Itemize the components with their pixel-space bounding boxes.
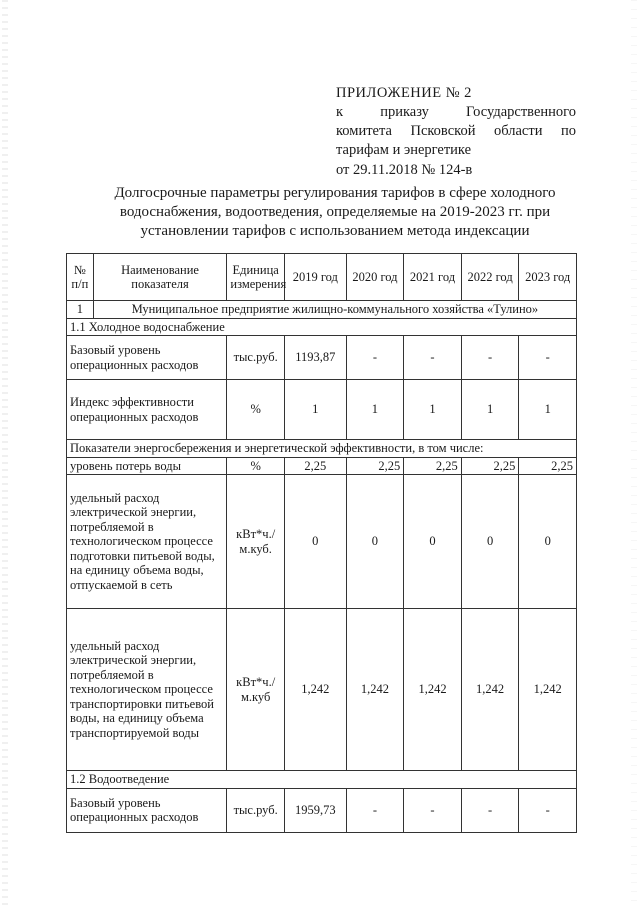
table-row-water-loss xyxy=(67,457,577,475)
water-loss-unit: % xyxy=(227,457,285,475)
header-2020: 2020 год xyxy=(346,254,404,301)
cw-base-2019: 1193,87 xyxy=(284,336,346,380)
elec-prep-2020: 0 xyxy=(346,475,404,609)
table-row-section-wastewater xyxy=(67,771,577,789)
cw-index-2021: 1 xyxy=(404,380,462,440)
elec-prep-name: удельный расход электрической энергии, потребляемой в технологическом процессе подготовки питьевой воды, на единицу объема воды, отпускаемой в сеть xyxy=(67,475,227,609)
header-2022: 2022 год xyxy=(461,254,519,301)
cw-index-2022: 1 xyxy=(461,380,519,440)
elec-trans-2021: 1,242 xyxy=(404,609,462,771)
header-name: Наименование показателя xyxy=(93,254,227,301)
cw-base-unit: тыс.руб. xyxy=(227,336,285,380)
water-loss-2021: 2,25 xyxy=(404,457,462,475)
ww-base-2022: - xyxy=(461,788,519,832)
energy-header: Показатели энергосбережения и энергетической эффективности, в том числе: xyxy=(67,440,577,458)
elec-trans-2023: 1,242 xyxy=(519,609,577,771)
heading-line-2: водоснабжения, водоотведения, определяемые на 2019-2023 гг. при xyxy=(119,204,551,220)
water-loss-2022: 2,25 xyxy=(461,457,519,475)
cw-index-name: Индекс эффективности операционных расходов xyxy=(67,380,227,440)
org-num: 1 xyxy=(67,301,94,319)
header-2023: 2023 год xyxy=(519,254,577,301)
scan-edge-right xyxy=(631,0,637,905)
ww-base-unit: тыс.руб. xyxy=(227,788,285,832)
appendix-title: ПРИЛОЖЕНИЕ № 2 xyxy=(336,85,472,101)
water-loss-2023: 2,25 xyxy=(519,457,577,475)
elec-trans-name: удельный расход электрической энергии, потребляемой в технологическом процессе транспортировки питьевой воды, на единицу объема транспортируемой воды xyxy=(67,609,227,771)
ww-base-name: Базовый уровень операционных расходов xyxy=(67,788,227,832)
table-row-cw-index xyxy=(67,380,577,440)
cw-index-2019: 1 xyxy=(284,380,346,440)
scan-edge-left xyxy=(2,0,8,905)
table-row-energy-header xyxy=(67,440,577,458)
elec-trans-unit: кВт*ч./м.куб xyxy=(227,609,285,771)
cw-index-2020: 1 xyxy=(346,380,404,440)
table-row-ww-base xyxy=(67,788,577,832)
elec-prep-2023: 0 xyxy=(519,475,577,609)
elec-prep-2019: 0 xyxy=(284,475,346,609)
parameters-table xyxy=(66,253,577,833)
cw-index-unit: % xyxy=(227,380,285,440)
heading-line-1: Долгосрочные параметры регулирования тарифов в сфере холодного xyxy=(114,185,556,201)
elec-prep-unit: кВт*ч./м.куб. xyxy=(227,475,285,609)
table-header-row xyxy=(67,254,577,301)
ww-base-2020: - xyxy=(346,788,404,832)
cw-base-2022: - xyxy=(461,336,519,380)
cw-base-name: Базовый уровень операционных расходов xyxy=(67,336,227,380)
table-row-organization xyxy=(67,301,577,319)
table-row-cw-base xyxy=(67,336,577,380)
elec-trans-2019: 1,242 xyxy=(284,609,346,771)
header-2019: 2019 год xyxy=(284,254,346,301)
appendix-line-1: к приказу Государственного xyxy=(336,104,576,120)
ww-base-2023: - xyxy=(519,788,577,832)
header-unit: Единица измерения xyxy=(227,254,285,301)
table-row-elec-preparation xyxy=(67,475,577,609)
elec-prep-2022: 0 xyxy=(461,475,519,609)
document-heading xyxy=(90,184,580,241)
table-row-elec-transport xyxy=(67,609,577,771)
ww-base-2021: - xyxy=(404,788,462,832)
section-wastewater: 1.2 Водоотведение xyxy=(67,771,577,789)
water-loss-2020: 2,25 xyxy=(346,457,404,475)
table-row-section-cold-water xyxy=(67,318,577,336)
section-cold-water: 1.1 Холодное водоснабжение xyxy=(67,318,577,336)
elec-trans-2022: 1,242 xyxy=(461,609,519,771)
cw-base-2020: - xyxy=(346,336,404,380)
cw-index-2023: 1 xyxy=(519,380,577,440)
org-name: Муниципальное предприятие жилищно-коммунального хозяйства «Тулино» xyxy=(93,301,576,319)
ww-base-2019: 1959,73 xyxy=(284,788,346,832)
cw-base-2021: - xyxy=(404,336,462,380)
cw-base-2023: - xyxy=(519,336,577,380)
header-num: № п/п xyxy=(67,254,94,301)
elec-trans-2020: 1,242 xyxy=(346,609,404,771)
header-2021: 2021 год xyxy=(404,254,462,301)
heading-line-3: установлении тарифов с использованием метода индексации xyxy=(140,223,530,239)
appendix-date: от 29.11.2018 № 124-в xyxy=(336,162,473,178)
water-loss-2019: 2,25 xyxy=(284,457,346,475)
appendix-block xyxy=(336,84,576,180)
elec-prep-2021: 0 xyxy=(404,475,462,609)
appendix-line-2: комитета Псковской области по xyxy=(336,123,576,139)
water-loss-name: уровень потерь воды xyxy=(67,457,227,475)
appendix-line-3: тарифам и энергетике xyxy=(336,142,472,158)
